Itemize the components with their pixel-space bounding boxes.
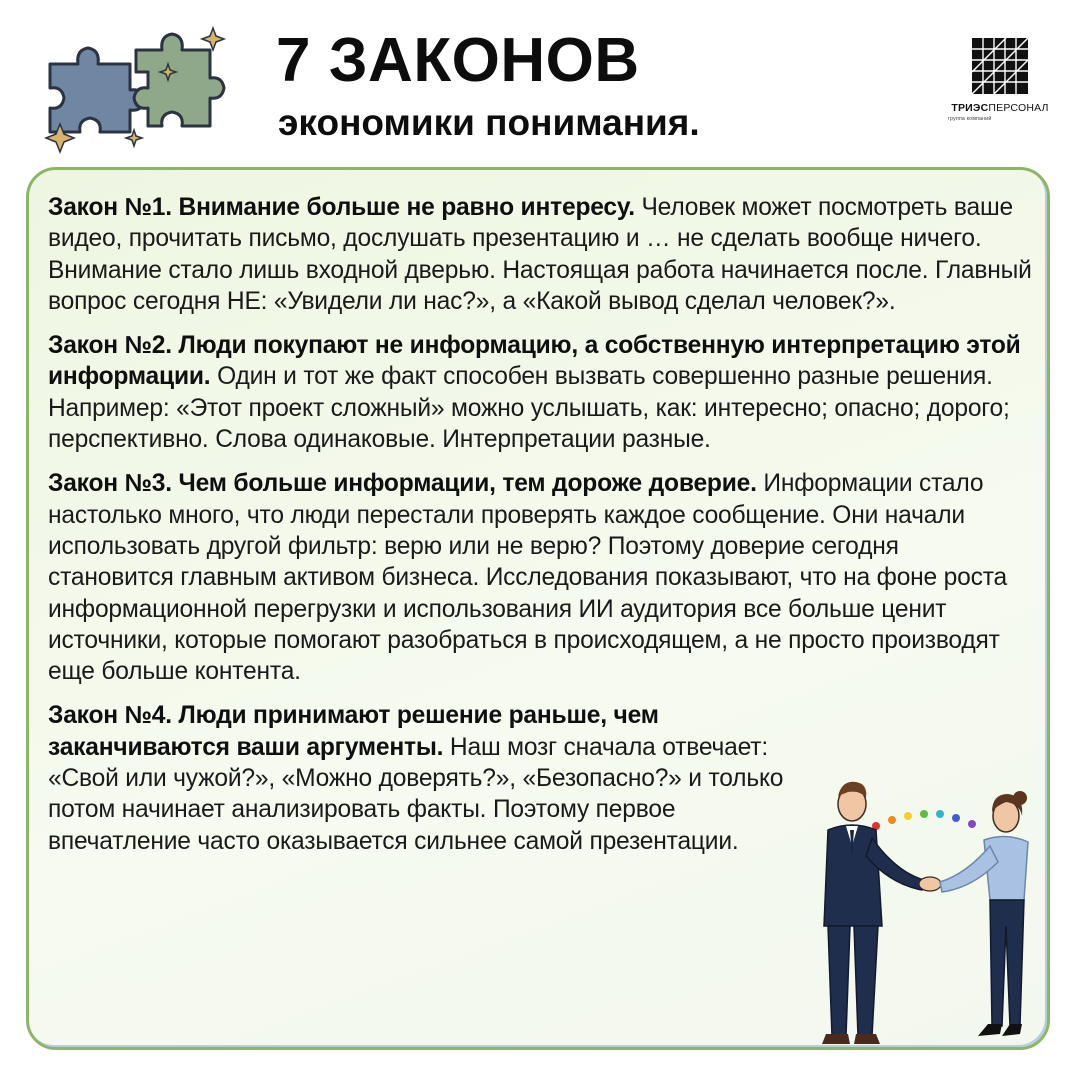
laws-list: [48, 192, 1038, 870]
woman-figure: [940, 791, 1028, 1036]
law-item: [48, 192, 1038, 317]
handshake-illustration: [806, 776, 1056, 1050]
law-body: Наш мозг сначала отвечает: «Свой или чужой?», «Можно доверять?», «Безопасно?» и только потом начинает анализировать факты. Поэтому первое впечатление часто оказывается сильнее самой презентации.: [48, 733, 784, 855]
law-heading: Закон №3. Чем больше информации, тем дороже доверие.: [48, 470, 757, 498]
page-subtitle: экономики понимания.: [278, 102, 700, 143]
rainbow-dots: [872, 810, 976, 830]
law-heading: Закон №2. Люди покупают не информацию, а собственную интерпретацию этой информации.: [48, 332, 1021, 391]
page-title: 7 ЗАКОНОВ: [276, 26, 640, 95]
law-item: [48, 468, 1008, 687]
law-item: [48, 330, 1038, 455]
logo-name: ТРИЭСПЕРСОНАЛ: [951, 102, 1049, 114]
law-heading: Закон №4. Люди принимают решение раньше, чем заканчиваются ваши аргументы.: [48, 702, 659, 761]
law-body: Человек может посмотреть ваше видео, прочитать письмо, дослушать презентацию и … не сделать вообще ничего. Внимание стало лишь входной дверью. Настоящая работа начинается после. Главный вопрос сегодня НЕ: «Увидели ли нас?», а «Какой вывод сделал человек?».: [48, 194, 1032, 315]
puzzle-pieces-icon: [38, 20, 238, 160]
law-body: Информации стало настолько много, что люди перестали проверять каждое сообщение. Они начали использовать другой фильтр: верю или не верю? Поэтому доверие сегодня становится главным активом бизнеса. Исследования показывают, что на фоне роста информационной перегрузки и использования ИИ аудитория все больше ценит источники, которые помогают разобраться в происходящем, а не просто производят еще больше контента.: [48, 470, 1007, 686]
law-item: [48, 700, 808, 856]
law-body: Один и тот же факт способен вызвать совершенно разные решения. Например: «Этот проект сложный» можно услышать, как: интересно; опасно; дорого; перспективно. Слова одинаковые. Интерпретации разные.: [48, 363, 1010, 454]
company-logo: [940, 38, 1060, 128]
grid-logo-icon: [972, 38, 1028, 94]
law-heading: Закон №1. Внимание больше не равно интересу.: [48, 194, 635, 221]
logo-tagline: группа компаний: [948, 116, 992, 122]
man-figure: [822, 782, 924, 1044]
